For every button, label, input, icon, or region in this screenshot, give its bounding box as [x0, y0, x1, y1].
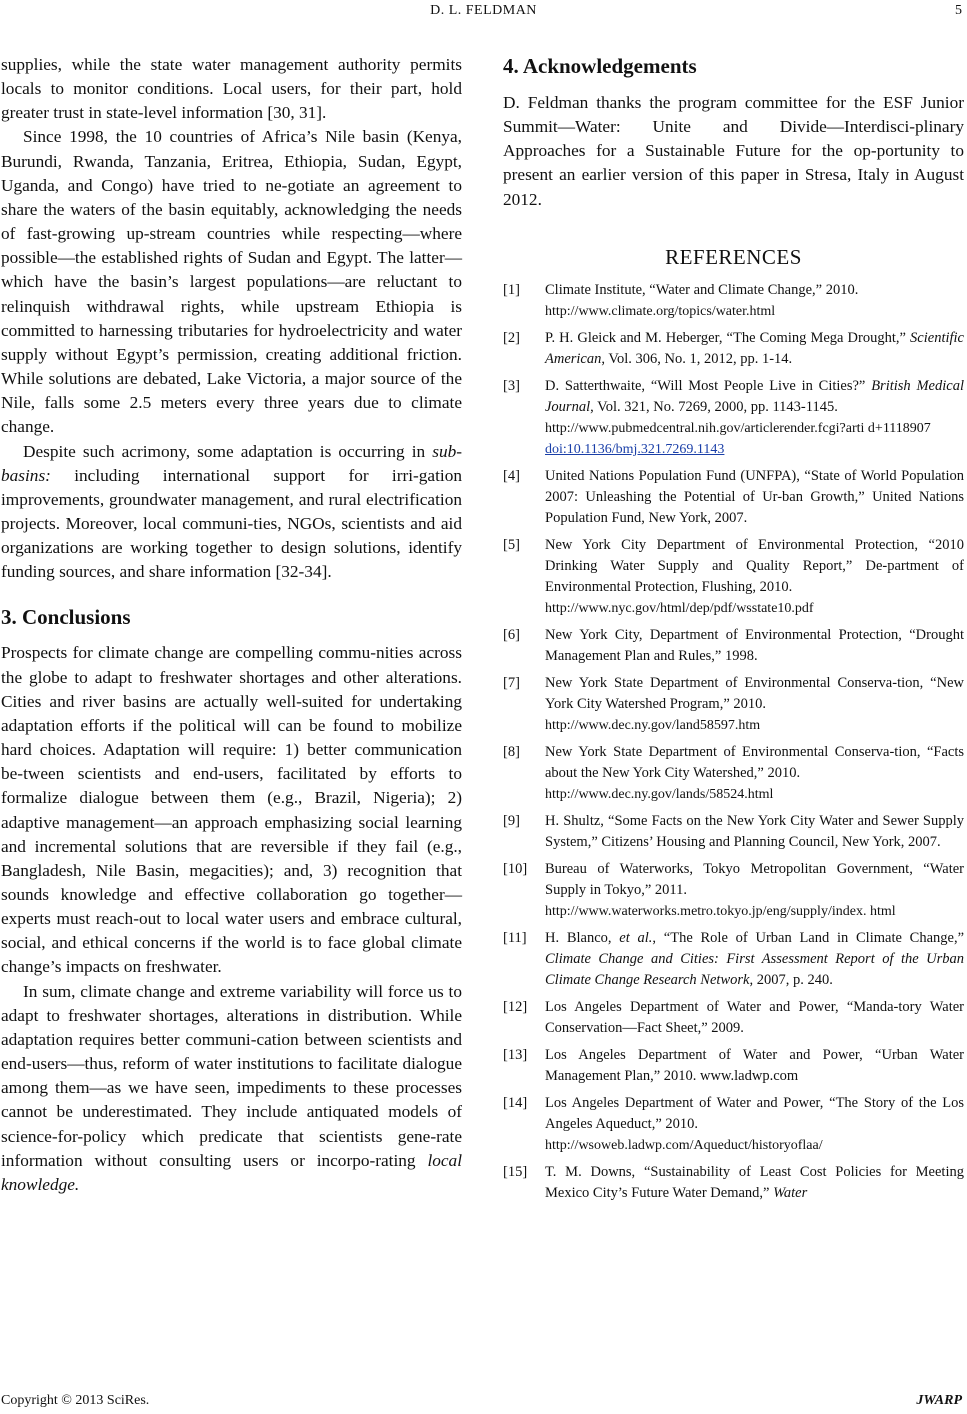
reference-text: [545, 811, 964, 853]
text-run: including international support for irri-gation improvements, groundwater management, and rural electrification projects. Moreover, local communi-ties, NGOs, scientists and aid organizations are working together to design solutions, identify funding sources, and share information [32-34].: [1, 465, 462, 582]
body-paragraph: supplies, while the state water management authority permits locals to monitor conditions. Local users, for their part, hold greater trust in state-level information [30, 31].: [1, 55, 462, 123]
reference-item: [503, 1045, 964, 1087]
reference-citation: H. Blanco,: [545, 929, 620, 946]
reference-number: [10]: [503, 860, 528, 877]
reference-citation: 2007, p. 240.: [753, 971, 833, 988]
reference-number: [9]: [503, 812, 520, 829]
body-paragraph: [1, 440, 462, 585]
reference-item: [503, 811, 964, 853]
reference-number: [14]: [503, 1094, 528, 1111]
reference-number: [3]: [503, 377, 520, 394]
running-header-author: D. L. FELDMAN: [430, 3, 537, 18]
reference-item: [503, 997, 964, 1039]
reference-text: [545, 466, 964, 529]
section-heading-conclusions: 3. Conclusions: [1, 605, 131, 630]
reference-item: [503, 280, 964, 322]
reference-source: Scientific American: [545, 329, 964, 367]
reference-citation: P. H. Gleick and M. Heberger, “The Coming Mega Drought,”: [545, 329, 911, 346]
reference-citation: New York State Department of Environmental Conserva-tion, “New York City Watershed Program,” 2010.: [545, 674, 964, 712]
reference-text: [545, 928, 964, 991]
reference-citation: H. Shultz, “Some Facts on the New York City Water and Sewer Supply System,” Citizens’ Housing and Planning Council, New York, 2007.: [545, 812, 964, 850]
section-heading-acknowledgements: 4. Acknowledgements: [503, 54, 697, 78]
reference-number: [1]: [503, 281, 520, 298]
reference-text: [545, 328, 964, 370]
reference-url[interactable]: http://www.dec.ny.gov/lands/58524.html: [545, 786, 774, 802]
reference-text: [545, 997, 964, 1039]
reference-item: [503, 625, 964, 667]
reference-list: [503, 280, 964, 1204]
reference-number: [2]: [503, 329, 520, 346]
reference-item: [503, 742, 964, 805]
reference-source: et al.: [619, 929, 653, 946]
reference-url[interactable]: http://www.dec.ny.gov/land58597.htm: [545, 717, 761, 733]
reference-citation: Los Angeles Department of Water and Power, “The Story of the Los Angeles Aqueduct,” 2010.: [545, 1094, 964, 1132]
reference-url[interactable]: http://www.nyc.gov/html/dep/pdf/wsstate10.pdf: [545, 600, 814, 616]
left-column: [1, 53, 462, 1197]
reference-citation: , Vol. 321, No. 7269, 2000, pp. 1143-1145.: [590, 398, 838, 415]
reference-source: British Medical Journal: [545, 377, 964, 415]
reference-text: [545, 625, 964, 667]
reference-item: [503, 1162, 964, 1204]
reference-citation: United Nations Population Fund (UNFPA), “State of World Population 2007: Unleashing the Potential of Ur-ban Growth,” United Nations Population Fund, New York, 2007.: [545, 467, 964, 526]
reference-citation: D. Satterthwaite, “Will Most People Live in Cities?”: [545, 377, 872, 394]
reference-citation: T. M. Downs, “Sustainability of Least Cost Policies for Meeting Mexico City’s Future Water Demand,”: [545, 1163, 964, 1201]
reference-number: [15]: [503, 1163, 528, 1180]
reference-citation: , “The Role of Urban Land in Climate Change,”: [652, 929, 965, 946]
reference-url[interactable]: http://www.waterworks.metro.tokyo.jp/eng/supply/index. html: [545, 903, 896, 919]
reference-text: [545, 859, 964, 922]
body-paragraph: Since 1998, the 10 countries of Africa’s Nile basin (Kenya, Burundi, Rwanda, Tanzania, Eritrea, Ethiopia, Sudan, Egypt, Uganda, and Congo) have tried to ne-gotiate an agreement to share the waters of the basin equitably, acknowledging the needs of fast-growing up-stream countries while respecting—where possible—the established rights of Sudan and Egypt. The latter—which have the basin’s largest populations—are reluctant to relinquish withdrawal rights, while upstream Ethiopia is committed to harnessing tributaries for hydroelectricity and water supply without Egypt’s permission, creating additional friction. While solutions are debated, Lake Victoria, a major source of the Nile, falls some 2.5 meters every three years due to climate change.: [1, 127, 462, 437]
reference-text: [545, 535, 964, 619]
reference-source: Water: [773, 1184, 808, 1201]
reference-number: [12]: [503, 998, 528, 1015]
page-number: 5: [955, 3, 962, 18]
reference-text: [545, 742, 964, 805]
reference-citation: Climate Institute, “Water and Climate Change,” 2010.: [545, 281, 859, 298]
reference-text: [545, 1045, 964, 1087]
reference-item: [503, 673, 964, 736]
reference-number: [8]: [503, 743, 520, 760]
reference-citation: Bureau of Waterworks, Tokyo Metropolitan Government, “Water Supply in Tokyo,” 2011.: [545, 860, 964, 898]
reference-number: [6]: [503, 626, 520, 643]
reference-text: [545, 673, 964, 736]
reference-number: [11]: [503, 929, 527, 946]
text-run: Despite such acrimony, some adaptation is occurring in: [23, 441, 433, 461]
reference-text: [545, 376, 964, 460]
reference-url[interactable]: http://www.climate.org/topics/water.html: [545, 303, 776, 319]
reference-item: [503, 466, 964, 529]
right-column: [503, 53, 964, 1210]
reference-text: [545, 1093, 964, 1156]
reference-source: Climate Change and Cities: First Assessment Report of the Urban Climate Change Research Network,: [545, 950, 964, 988]
reference-item: [503, 535, 964, 619]
emphasis-text: local knowledge.: [1, 1150, 462, 1194]
footer-copyright: Copyright © 2013 SciRes.: [1, 1393, 150, 1408]
reference-citation: Los Angeles Department of Water and Power, “Urban Water Management Plan,” 2010. www.ladwp.com: [545, 1046, 964, 1084]
reference-citation: , Vol. 306, No. 1, 2012, pp. 1-14.: [601, 350, 793, 367]
reference-number: [5]: [503, 536, 520, 553]
body-paragraph: Prospects for climate change are compelling commu-nities across the globe to adapt to freshwater shortages and other alterations. Cities and river basins are actually well-suited for undertaking adaptation efforts if the political will can be found to mobilize hard choices. Adaptation will require: 1) better communication be-tween scientists and end-users, facilitated by efforts to formalize dialogue between them (e.g., Brazil, Nigeria); 2) adaptive management—an approach emphasizing social learning and incremental solutions that are reversible if they fail (e.g., Bangladesh, Nile Basin, megacities); and, 3) recognition that sounds knowledge and effective collaboration go together—experts must reach-out to local water users and embrace cultural, social, and ethical concerns if the world is to face global climate change’s impacts on freshwater.: [1, 643, 462, 977]
reference-item: [503, 328, 964, 370]
reference-item: [503, 376, 964, 460]
reference-item: [503, 1093, 964, 1156]
reference-text: [545, 280, 964, 322]
reference-citation: New York City Department of Environmental Protection, “2010 Drinking Water Supply and Quality Report,” De-partment of Environmental Protection, Flushing, 2010.: [545, 536, 964, 595]
reference-item: [503, 859, 964, 922]
references-heading: REFERENCES: [665, 244, 802, 269]
text-run: In sum, climate change and extreme variability will force us to adapt to freshwater shortages, alterations in distribution. While adaptation requires better communi-cation between scientists and end-users—thus, reform of water institutions to facilitate dialogue among them—as we have seen, impediments to these processes cannot be underestimated. They include antiquated models of science-for-policy which predicate that scientists gene-rate information without consulting users or incorpo-rating: [1, 981, 462, 1170]
reference-url[interactable]: http://wsoweb.ladwp.com/Aqueduct/historyoflaa/: [545, 1137, 823, 1153]
reference-text: [545, 1162, 964, 1204]
emphasis-text: sub-basins:: [1, 441, 462, 485]
reference-number: [13]: [503, 1046, 528, 1063]
reference-citation: New York State Department of Environmental Conserva-tion, “Facts about the New York City Watershed,” 2010.: [545, 743, 964, 781]
reference-number: [4]: [503, 467, 520, 484]
body-paragraph: [1, 980, 462, 1197]
footer-journal: JWARP: [916, 1393, 962, 1408]
reference-url[interactable]: http://www.pubmedcentral.nih.gov/articlerender.fcgi?arti d+1118907: [545, 420, 931, 436]
reference-citation: New York City, Department of Environmental Protection, “Drought Management Plan and Rules,” 1998.: [545, 626, 964, 664]
acknowledgements-paragraph: D. Feldman thanks the program committee for the ESF Junior Summit—Water: Unite and Divide—Interdisci-plinary Approaches for a Sustainable Future for the op-portunity to present an earlier version of this paper in Stresa, Italy in August 2012.: [503, 93, 964, 209]
reference-doi-link[interactable]: doi:10.1136/bmj.321.7269.1143: [545, 441, 725, 457]
reference-item: [503, 928, 964, 991]
reference-citation: Los Angeles Department of Water and Power, “Manda-tory Water Conservation—Fact Sheet,” 2009.: [545, 998, 964, 1036]
reference-number: [7]: [503, 674, 520, 691]
